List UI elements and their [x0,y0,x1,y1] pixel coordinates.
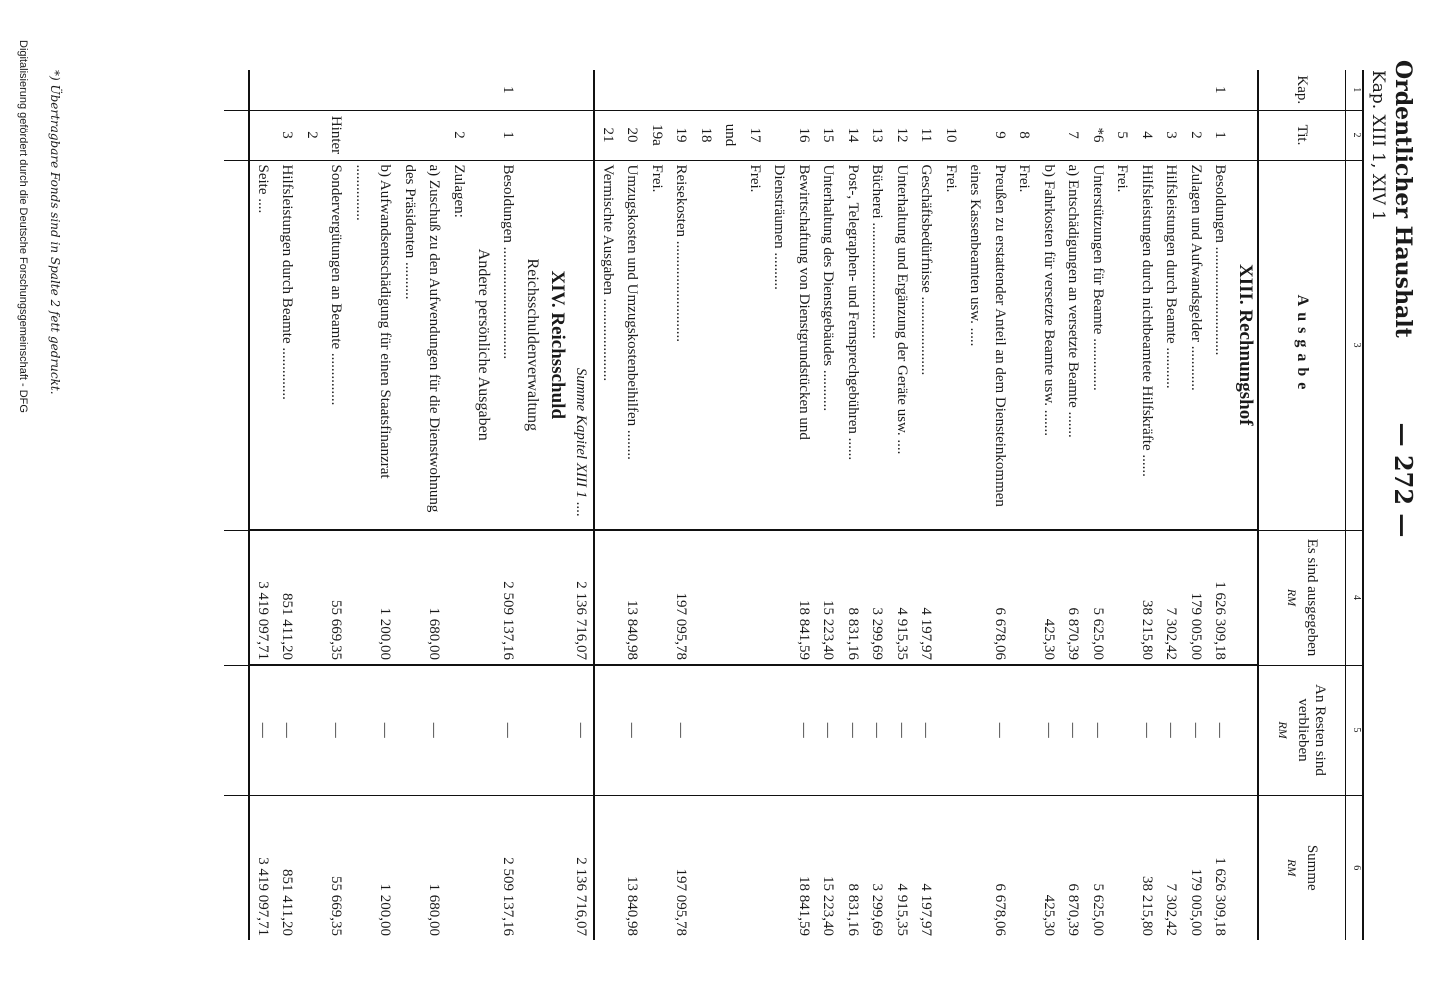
ausgegeben-amount [545,530,570,665]
ausgegeben-amount [1233,530,1259,665]
summe-amount: 3 419 097,71 [250,795,276,940]
tit-cell: 20 [620,110,645,160]
document-subtitle: Kap. XIII 1, XIV 1 [1368,70,1388,222]
ausgegeben-amount [1012,530,1037,665]
tit-cell: 1 [496,110,521,160]
table-row [1159,70,1184,940]
subsection-heading-row [520,70,545,940]
kap-cell [1135,70,1160,110]
summe-amount: 13 840,98 [620,795,645,940]
resten-amount [520,665,545,795]
sum-row [569,70,595,940]
ausgegeben-amount: 425,30 [1037,530,1062,665]
description-cell: Preußen zu erstattender Anteil an dem Diensteinkommen eines Kassenbeamten usw. ..... [963,160,1012,530]
summe-amount: 1 680,00 [398,795,447,940]
summe-label: Summe [1304,844,1320,891]
kap-cell [1233,70,1259,110]
ausgegeben-amount [1110,530,1135,665]
tit-cell: 19a [645,110,670,160]
kap-cell [939,70,964,110]
ausgegeben-amount [939,530,964,665]
description-cell: Umzugskosten und Umzugskostenbeihilfen ........ [620,160,645,530]
kap-cell [1110,70,1135,110]
tit-cell [398,110,447,160]
subsection-heading-row [471,70,496,940]
table-row [595,70,621,940]
description-cell: Frei. [1110,160,1135,530]
tit-cell [349,110,398,160]
ausgegeben-amount: 179 005,00 [1184,530,1209,665]
ausgegeben-amount: 3 299,69 [865,530,890,665]
table-row [447,70,472,940]
description-cell: Andere persönliche Ausgaben [471,160,496,530]
description-cell: Hilfsleistungen durch nichtbeamtete Hilfskräfte ...... [1135,160,1160,530]
kap-cell [250,70,276,110]
description-cell: Unterhaltung und Ergänzung der Geräte usw. .... [890,160,915,530]
kap-cell [520,70,545,110]
ausgegeben-amount [694,530,768,665]
ausgegeben-amount: 38 215,80 [1135,530,1160,665]
summe-amount: 8 831,16 [841,795,866,940]
summe-amount: 4 915,35 [890,795,915,940]
budget-table-body [224,70,1258,940]
description-cell: b) Aufwandsentschädigung für einen Staatsfinanzrat ............... [349,160,398,530]
resten-amount: — [1184,665,1209,795]
summe-amount [447,795,472,940]
tit-cell: 9 [963,110,1012,160]
table-bottom-rule [224,70,250,940]
ausgegeben-amount: 18 841,59 [767,530,816,665]
summe-amount [1012,795,1037,940]
description-cell: a) Entschädigungen an versetzte Beamte ....... [1061,160,1086,530]
ausgegeben-amount: 6 870,39 [1061,530,1086,665]
resten-amount [939,665,964,795]
ausgegeben-amount: 55 669,35 [300,530,349,665]
column-header-row [1258,70,1346,940]
section-heading-row [545,70,570,940]
resten-amount [1110,665,1135,795]
summe-amount: 2 136 716,07 [569,795,595,940]
summe-amount: 15 223,40 [816,795,841,940]
summe-amount: 6 870,39 [1061,795,1086,940]
tit-cell [545,110,570,160]
document-title: Ordentlicher Haushalt [1390,60,1416,338]
resten-amount [694,665,768,795]
kap-cell [1184,70,1209,110]
summe-amount: 7 302,42 [1159,795,1184,940]
description-cell: Vermischte Ausgaben ...................... [595,160,621,530]
summe-amount: 3 299,69 [865,795,890,940]
resten-amount: — [349,665,398,795]
resten-amount: — [963,665,1012,795]
table-row [1184,70,1209,940]
table-row [890,70,915,940]
description-cell: Post-, Telegraphen- und Fernsprechgebühren ...... [841,160,866,530]
ausgegeben-amount: 2 509 137,16 [496,530,521,665]
summe-amount: 1 626 309,18 [1208,795,1233,940]
resten-amount: — [767,665,816,795]
summe-amount: 5 625,00 [1086,795,1111,940]
description-cell: Reisekosten ........................... [669,160,694,530]
resten-amount: — [496,665,521,795]
rule-cell [224,70,250,110]
ausgegeben-amount [447,530,472,665]
table-row [1135,70,1160,940]
summe-amount [545,795,570,940]
tit-cell: 17 und 18 [694,110,768,160]
resten-amount: — [1086,665,1111,795]
table-row [398,70,447,940]
kap-cell: 1 [500,86,516,94]
summe-header [1258,795,1346,940]
description-cell: Frei. [694,160,768,530]
description-cell: XIV. Reichsschuld [545,160,570,530]
column-number-row [1346,70,1364,940]
description-cell: Zulagen: [447,160,472,530]
resten-amount [595,665,621,795]
ausgegeben-amount [520,530,545,665]
summe-amount: 179 005,00 [1184,795,1209,940]
tit-cell: 3 [275,110,300,160]
ausgegeben-amount: 4 197,97 [914,530,939,665]
kap-cell [865,70,890,110]
summe-amount: 1 200,00 [349,795,398,940]
description-cell: Geschäftsbedürfnisse ..................... [914,160,939,530]
tit-cell: 3 [1159,110,1184,160]
tit-cell [250,110,276,160]
table-row [963,70,1012,940]
description-cell: Hilfsleistungen durch Beamte ........... [1159,160,1184,530]
footnote: *) Übertragbare Fonds sind in Spalte 2 fett gedruckt. [48,70,62,395]
digitization-note: Digitalisierung gefördert durch die Deutsche Forschungsgemeinschaft - DFG [17,40,29,413]
kap-cell [914,70,939,110]
ausgegeben-amount: 4 915,35 [890,530,915,665]
table-row [349,70,398,940]
tit-cell [520,110,545,160]
summe-amount: 4 197,97 [914,795,939,940]
kap-cell [1159,70,1184,110]
description-cell: Unterhaltung des Dienstgebäudes ........... [816,160,841,530]
budget-table [224,70,1364,940]
kap-cell [349,70,398,110]
summe-amount [694,795,768,940]
description-cell: Summe Kapitel XIII 1 .... [569,160,595,530]
kap-cell [398,70,447,110]
ausgegeben-amount: 1 680,00 [398,530,447,665]
kap-cell [569,70,595,110]
description-cell: Zulagen und Aufwandsgelder ............ [1184,160,1209,530]
resten-amount: — [1208,665,1233,795]
ausgegeben-amount: 197 095,78 [669,530,694,665]
tit-cell [569,110,595,160]
kap-cell [1012,70,1037,110]
tit-cell [471,110,496,160]
description-cell: a) Zuschuß zu den Aufwendungen für die Dienstwohnung des Präsidenten .......... [398,160,447,530]
resten-amount: — [569,665,595,795]
resten-amount: — [620,665,645,795]
table-row [767,70,816,940]
table-row [1110,70,1135,940]
resten-amount: — [816,665,841,795]
kap-cell [1086,70,1111,110]
table-row [841,70,866,940]
kap-cell [963,70,1012,110]
rule-cell [224,665,250,795]
tit-cell: 2 [1184,110,1209,160]
table-row [816,70,841,940]
table-row [250,70,276,940]
table-row [1037,70,1062,940]
ausgegeben-amount: 5 625,00 [1086,530,1111,665]
kap-cell [1037,70,1062,110]
kap-header: Kap. [1258,70,1346,110]
summe-amount [1110,795,1135,940]
tit-cell: 14 [841,110,866,160]
description-cell: Unterstützungen für Beamte .............. [1086,160,1111,530]
resten-amount: — [300,665,349,795]
summe-amount: 18 841,59 [767,795,816,940]
tit-header: Tit. [1258,110,1346,160]
summe-amount: 197 095,78 [669,795,694,940]
resten-amount: — [890,665,915,795]
summe-amount: 851 411,20 [275,795,300,940]
column-number: 4 [1346,530,1364,665]
description-cell: Besoldungen ............................. [1208,160,1233,530]
rule-cell [224,160,250,530]
kap-cell [300,70,349,110]
resten-amount: — [1061,665,1086,795]
tit-cell: Hinter 2 [300,110,349,160]
summe-amount [520,795,545,940]
summe-amount: 2 509 137,16 [496,795,521,940]
es-sind-label: Es sind ausgegeben [1304,538,1320,657]
resten-amount: — [1135,665,1160,795]
resten-amount: — [1037,665,1062,795]
kap-cell [645,70,670,110]
summe-amount: 6 678,06 [963,795,1012,940]
resten-amount: — [250,665,276,795]
ausgegeben-amount: 3 419 097,71 [250,530,276,665]
ausgegeben-amount [645,530,670,665]
table-row [914,70,939,940]
tit-cell: 10 [939,110,964,160]
ausgegeben-amount: 851 411,20 [275,530,300,665]
resten-amount: — [841,665,866,795]
kap-cell [595,70,621,110]
ausgegeben-amount: 1 626 309,18 [1208,530,1233,665]
description-cell: Bewirtschaftung von Dienstgrundstücken und Diensträumen .......... [767,160,816,530]
table-row [939,70,964,940]
es-sind-header [1258,530,1346,665]
summe-amount [645,795,670,940]
rule-cell [224,795,250,940]
tit-cell: 7 [1061,110,1086,160]
tit-cell: 1 [1208,110,1233,160]
section-heading-row [1233,70,1259,940]
table-row [496,70,521,940]
description-cell: Frei. [1012,160,1037,530]
unit-label: RM [1276,721,1291,739]
column-number: 1 [1346,70,1364,110]
tit-cell: 15 [816,110,841,160]
summe-amount: 55 669,35 [300,795,349,940]
an-resten-header [1258,665,1346,795]
tit-cell: 13 [865,110,890,160]
rule-cell [224,530,250,665]
resten-amount: — [669,665,694,795]
column-number: 6 [1346,795,1364,940]
summe-amount: 38 215,80 [1135,795,1160,940]
kap-cell [841,70,866,110]
resten-amount [447,665,472,795]
description-cell: Frei. [645,160,670,530]
kap-cell [767,70,816,110]
resten-amount: — [398,665,447,795]
kap-cell [694,70,768,110]
description-cell: Bücherei ............................... [865,160,890,530]
tit-cell: 12 [890,110,915,160]
ausgegeben-amount [471,530,496,665]
table-row [1012,70,1037,940]
description-cell: Reichsschuldenverwaltung [520,160,545,530]
kap-cell [890,70,915,110]
tit-cell: *6 [1086,110,1111,160]
description-cell: Seite .... [250,160,276,530]
unit-label: RM [1285,588,1299,607]
kap-cell [447,70,472,110]
ausgegeben-amount: 1 200,00 [349,530,398,665]
column-number: 2 [1346,110,1364,160]
kap-cell [620,70,645,110]
unit-label: RM [1285,859,1299,877]
kap-cell [816,70,841,110]
ausgegeben-amount: 2 136 716,07 [569,530,595,665]
kap-cell: 1 [1212,86,1229,94]
resten-amount: — [1159,665,1184,795]
column-number: 3 [1346,160,1364,530]
column-number: 5 [1346,665,1364,795]
tit-cell: 8 [1012,110,1037,160]
rule-cell [224,110,250,160]
resten-amount [1012,665,1037,795]
description-cell: b) Fahrkosten für versetzte Beamte usw. ....... [1037,160,1062,530]
table-row [275,70,300,940]
kap-cell [669,70,694,110]
description-cell: XIII. Rechnungshof [1233,160,1259,530]
kap-cell [275,70,300,110]
resten-amount [645,665,670,795]
description-cell: Hilfsleistungen durch Beamte .............. [275,160,300,530]
tit-cell: 5 [1110,110,1135,160]
table-row [694,70,768,940]
ausgegeben-amount: 13 840,98 [620,530,645,665]
ausgabe-header: Ausgabe [1258,160,1346,530]
summe-amount [471,795,496,940]
tit-cell: 4 [1135,110,1160,160]
tit-cell [1037,110,1062,160]
tit-cell: 11 [914,110,939,160]
page-number: — 272 — [1389,422,1418,538]
tit-cell: 21 [595,110,621,160]
ausgegeben-amount: 6 678,06 [963,530,1012,665]
ausgegeben-amount: 15 223,40 [816,530,841,665]
an-resten-label: An Resten sind verblieben [1295,684,1329,776]
tit-cell: 16 [767,110,816,160]
kap-cell [545,70,570,110]
table-row [1061,70,1086,940]
table-row [1208,70,1233,940]
table-row [620,70,645,940]
ausgegeben-amount: 7 302,42 [1159,530,1184,665]
ausgegeben-amount [595,530,621,665]
summe-amount [595,795,621,940]
kap-cell [471,70,496,110]
resten-amount [471,665,496,795]
table-row [669,70,694,940]
resten-amount [545,665,570,795]
description-cell: Frei. [939,160,964,530]
summe-amount [1233,795,1259,940]
tit-cell [1233,110,1259,160]
resten-amount: — [865,665,890,795]
description-cell: Besoldungen .............................. [496,160,521,530]
table-row [645,70,670,940]
summe-amount [939,795,964,940]
resten-amount [1233,665,1259,795]
kap-cell [1061,70,1086,110]
resten-amount: — [275,665,300,795]
tit-cell: 19 [669,110,694,160]
table-row [1086,70,1111,940]
tit-cell: 2 [447,110,472,160]
ausgegeben-amount: 8 831,16 [841,530,866,665]
table-row [865,70,890,940]
description-cell: Sondervergütungen an Beamte .............. [300,160,349,530]
table-row [300,70,349,940]
resten-amount: — [914,665,939,795]
summe-amount: 425,30 [1037,795,1062,940]
